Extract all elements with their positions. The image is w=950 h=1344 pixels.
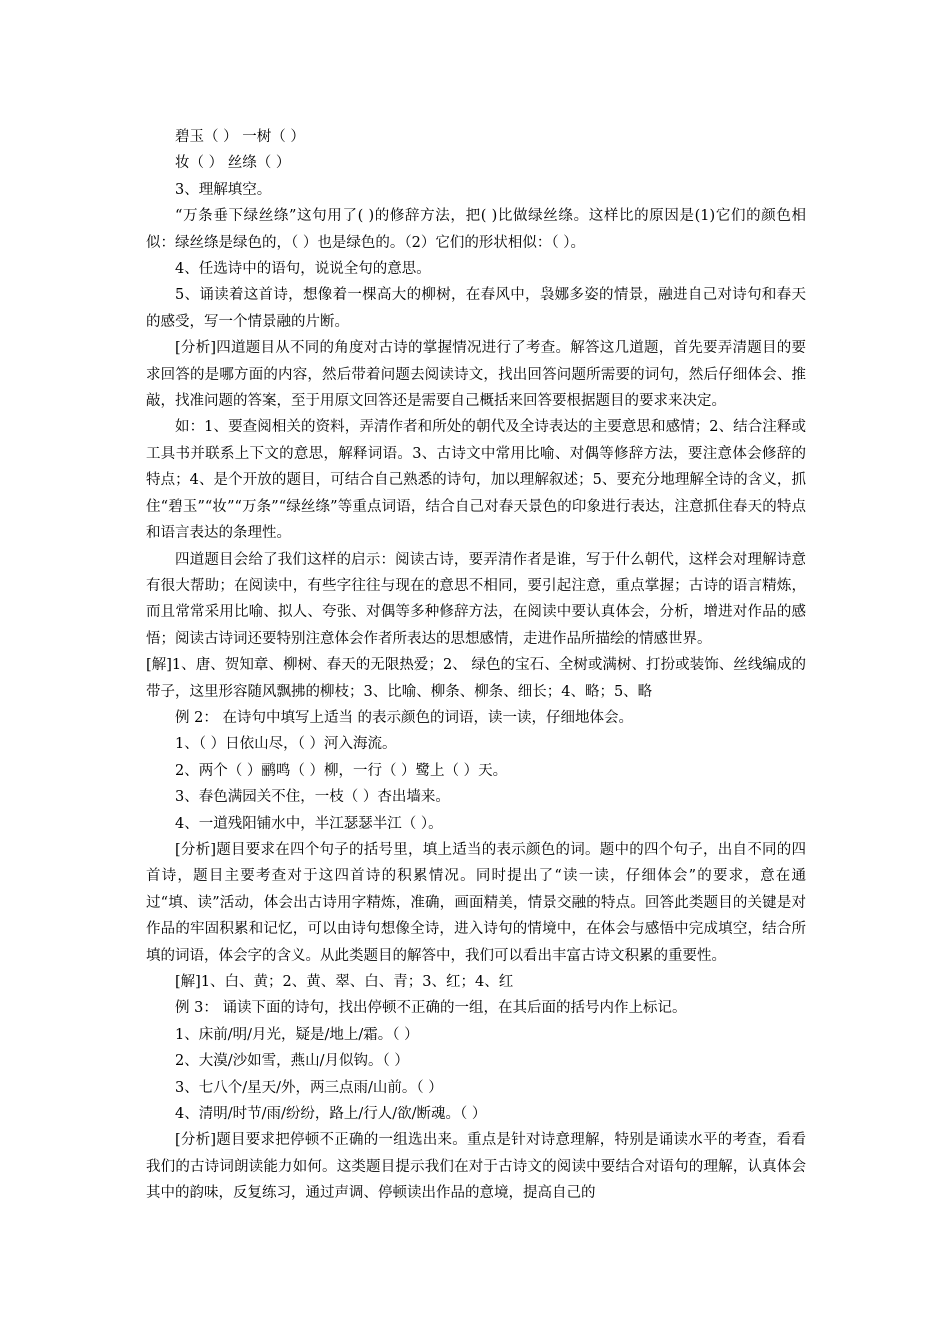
example-2-item-1: 1、（ ）日依山尽，（ ）河入海流。 — [175, 736, 397, 753]
question-3-body: “万条垂下绿丝绦”这句用了( )的修辞方法，把( )比做绿丝绦。这样比的原因是(1)它们的颜色相似：绿丝绦是绿色的，（ ）也是绿色的。（2）它们的形状相似：（ ）。 — [146, 208, 806, 251]
question-4: 4、任选诗中的语句，说说全句的意思。 — [175, 261, 431, 278]
example-2-title: 例 2： 在诗句中填写上适当 的表示颜色的词语，读一读，仔细地体会。 — [175, 709, 634, 726]
answer-example-2: [解]1、白、黄；2、黄、翠、白、青；3、红；4、红 — [175, 974, 514, 990]
exercise-line-zhuang: 妆（ ） 丝绦（ ） — [175, 155, 291, 172]
exercise-line-biyu: 碧玉（ ） 一树（ ） — [175, 129, 305, 145]
analysis-paragraph-1: [分析]四道题目从不同的角度对古诗的掌握情况进行了考查。解答这几道题，首先要弄清题目的要求回答的是哪方面的内容，然后带着问题去阅读诗文，找出回答问题所需要的词句，然后仔细体会、推敲，找准问题的答案，至于用原文回答还是需要自己概括来回答要根据题目的要求来决定。 — [146, 340, 806, 410]
example-3-analysis: [分析]题目要求把停顿不正确的一组选出来。重点是针对诗意理解，特别是诵读水平的考查，看看我们的古诗词朗读能力如何。这类题目提示我们在对于古诗文的阅读中要结合对语句的理解，认真体会其中的韵味，反复练习，通过声调、停顿读出作品的意境，提高自己的 — [146, 1132, 806, 1202]
example-3-item-3: 3、七八个/星天/外，两三点雨/山前。（ ） — [175, 1079, 443, 1096]
document-page — [146, 124, 806, 1207]
example-2-analysis: [分析]题目要求在四个句子的括号里，填上适当的表示颜色的词。题中的四个句子，出自不同的四首诗，题目主要考查对于这四首诗的积累情况。同时提出了“读一读，仔细体会”的要求，意在通过“填、读”活动，体会出古诗用字精炼，准确，画面精美，情景交融的特点。回答此类题目的关键是对作品的牢固积累和记忆，可以由诗句想像全诗，进入诗句的情境中，在体会与感悟中完成填空，结合所填的词语，体会字的含义。从此类题目的解答中，我们可以看出丰富古诗文积累的重要性。 — [146, 841, 806, 964]
example-3-item-1: 1、床前/明/月光，疑是/地上/霜。（ ） — [175, 1026, 419, 1043]
question-3-title: 3、理解填空。 — [175, 181, 272, 198]
example-2-item-4: 4、一道残阳铺水中，半江瑟瑟半江（ ）。 — [175, 815, 443, 832]
example-3-item-4: 4、清明/时节/雨/纷纷，路上/行人/欲/断魂。（ ） — [175, 1106, 487, 1123]
answer-example-1: [解]1、唐、贺知章、柳树、春天的无限热爱；2、 绿色的宝石、全树或满树、打扮或装饰、丝线编成的带子，这里形容随风飘拂的柳枝；3、比喻、柳条、柳条、细长；4、略；5、略 — [146, 657, 806, 700]
analysis-paragraph-3: 四道题目会给了我们这样的启示：阅读古诗，要弄清作者是谁，写于什么朝代，这样会对理解诗意有很大帮助；在阅读中，有些字往往与现在的意思不相同，要引起注意，重点掌握；古诗的语言精炼，而且常常采用比喻、拟人、夸张、对偶等多种修辞方法，在阅读中要认真体会，分析，增进对作品的感悟；阅读古诗词还要特别注意体会作者所表达的思想感情，走进作品所描绘的情感世界。 — [146, 551, 806, 647]
example-2-item-3: 3、春色满园关不住，一枝（ ）杏出墙来。 — [175, 789, 450, 806]
example-2-item-2: 2、两个（ ）鹂鸣（ ）柳，一行（ ）鹭上（ ）天。 — [175, 762, 508, 779]
analysis-paragraph-2: 如：1、要查阅相关的资料，弄清作者和所处的朝代及全诗表达的主要意思和感情；2、结合注释或工具书并联系上下文的意思，解释词语。3、古诗文中常用比喻、对偶等修辞方法，要注意体会修辞的特点；4、是个开放的题目，可结合自己熟悉的诗句，加以理解叙述；5、要充分地理解全诗的含义，抓住“碧玉”“妆”“万条”“绿丝绦”等重点词语，结合自己对春天景色的印象进行表达，注意抓住春天的特点和语言表达的条理性。 — [146, 419, 806, 542]
question-5: 5、诵读着这首诗，想像着一棵高大的柳树，在春风中，袅娜多姿的情景，融进自己对诗句和春天的感受，写一个情景融的片断。 — [146, 287, 806, 330]
example-3-title: 例 3： 诵读下面的诗句，找出停顿不正确的一组，在其后面的括号内作上标记。 — [175, 1000, 687, 1017]
example-3-item-2: 2、大漠/沙如雪，燕山/月似钩。（ ） — [175, 1053, 409, 1070]
